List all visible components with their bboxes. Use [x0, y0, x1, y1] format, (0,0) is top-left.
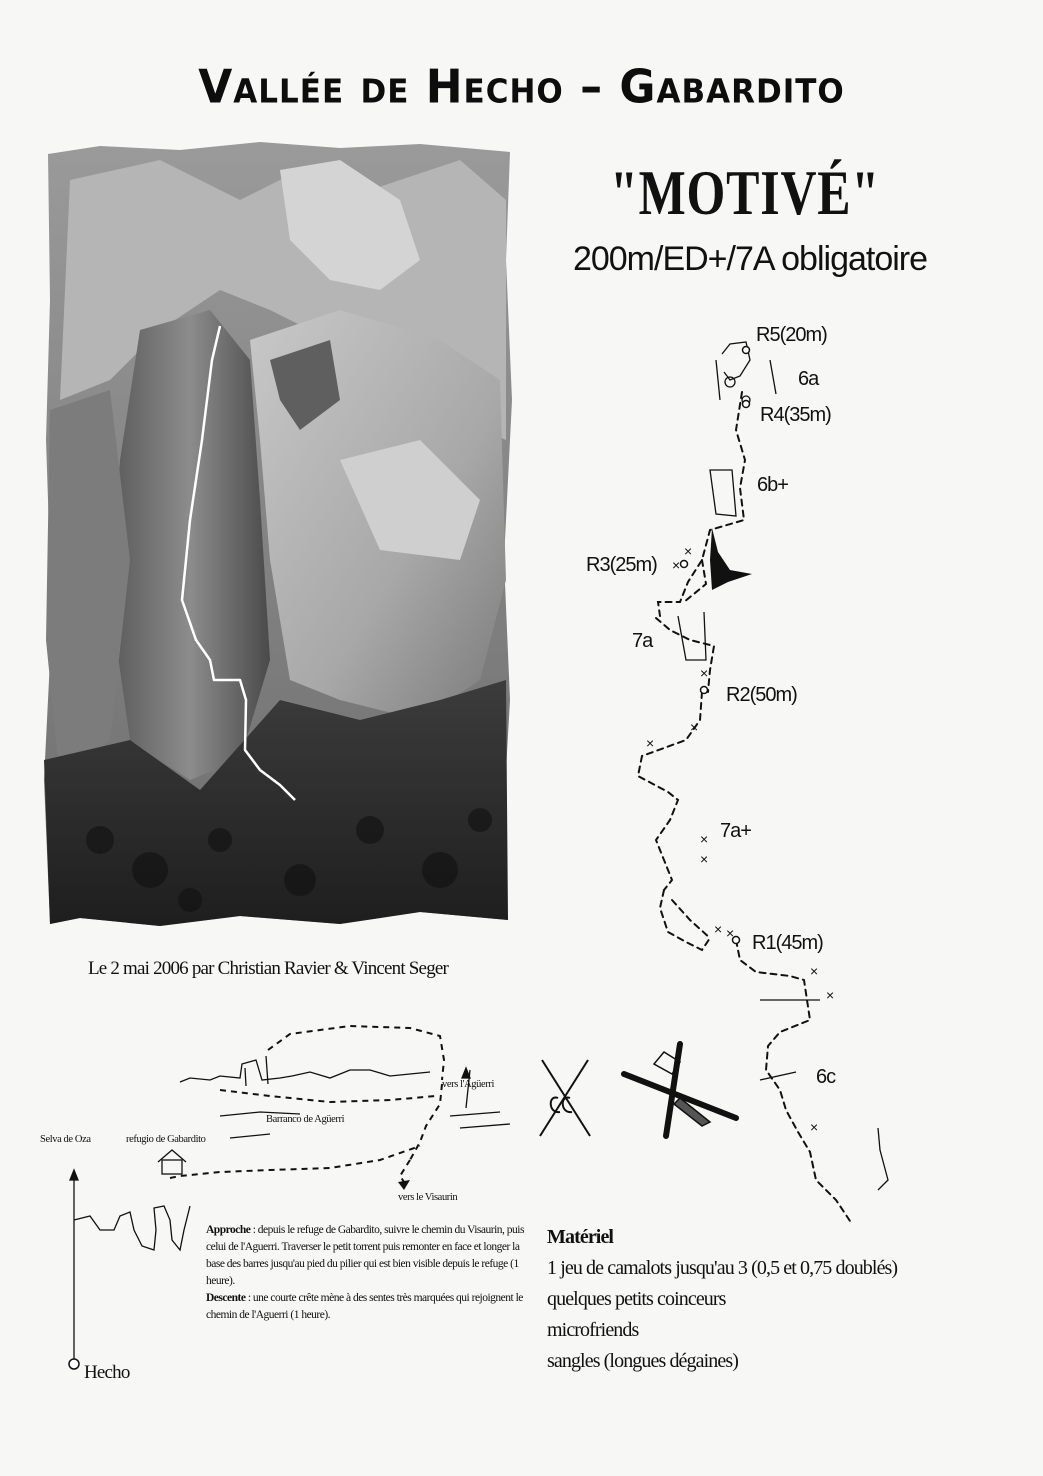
grade-7a: 7a	[632, 630, 653, 652]
approach-map	[30, 1020, 550, 1390]
svg-text:×: ×	[700, 831, 709, 847]
credit-line: Le 2 mai 2006 par Christian Ravier & Vincent Seger	[88, 958, 449, 979]
grade-6b-plus: 6b+	[757, 474, 788, 496]
svg-text:×: ×	[810, 963, 819, 979]
map-label-refugio: refugio de Gabardito	[126, 1134, 206, 1145]
svg-text:×: ×	[810, 1119, 819, 1135]
map-label-selva: Selva de Oza	[40, 1134, 91, 1145]
belay-r5: R5(20m)	[756, 324, 827, 346]
svg-text:×: ×	[684, 543, 693, 559]
belay-r2: R2(50m)	[726, 684, 797, 706]
belay-r3: R3(25m)	[586, 554, 657, 576]
route-name: "MOTIVÉ"	[610, 157, 880, 228]
grade-6c: 6c	[816, 1066, 836, 1088]
belay-r1: R1(45m)	[752, 932, 823, 954]
gear-item: microfriends	[547, 1319, 639, 1341]
map-label-vers-aguerri: vers l'Agüerri	[442, 1079, 494, 1090]
svg-text:×: ×	[700, 851, 709, 867]
gear-list-title: Matériel	[547, 1226, 614, 1248]
svg-text:×: ×	[726, 925, 735, 941]
gear-item: quelques petits coinceurs	[547, 1288, 726, 1310]
svg-text:×: ×	[826, 987, 835, 1003]
svg-text:×: ×	[700, 665, 709, 681]
page-title: Vallée de Hecho – Gabardito	[198, 60, 845, 115]
approach-title: Approche	[206, 1224, 251, 1236]
approach-description	[206, 1222, 526, 1324]
svg-text:×: ×	[672, 557, 681, 573]
gear-item: 1 jeu de camalots jusqu'au 3 (0,5 et 0,75 doublés)	[547, 1257, 898, 1279]
svg-text:×: ×	[646, 735, 655, 751]
map-label-barranco: Barranco de Agüerri	[266, 1114, 345, 1125]
gear-item: sangles (longues dégaines)	[547, 1350, 738, 1372]
gear-list	[547, 1222, 967, 1377]
grade-6a: 6a	[798, 368, 819, 390]
descent-text: : une courte crête mène à des sentes très marquées qui rejoignent le chemin de l'Aguerri (1 heure).	[206, 1292, 523, 1321]
no-pegs-no-quickdraw-icons	[530, 1040, 740, 1150]
map-label-vers-visaurin: vers le Visaurin	[398, 1192, 458, 1203]
descent-title: Descente	[206, 1292, 246, 1304]
cliff-photo	[40, 140, 515, 930]
grade-7a-plus: 7a+	[720, 820, 751, 842]
route-grade: 200m/ED+/7A obligatoire	[572, 240, 928, 278]
map-label-hecho: Hecho	[84, 1362, 130, 1383]
svg-text:×: ×	[690, 719, 699, 735]
svg-text:×: ×	[714, 921, 723, 937]
belay-r4: R4(35m)	[760, 404, 831, 426]
approach-text: : depuis le refuge de Gabardito, suivre le chemin du Visaurin, puis celui de l'Aguerri. Traverser le petit torrent puis remonter en face et longer la base des barres jusqu'au pied du pilier qui est bien visible depuis le refuge (1 heure).	[206, 1224, 524, 1287]
